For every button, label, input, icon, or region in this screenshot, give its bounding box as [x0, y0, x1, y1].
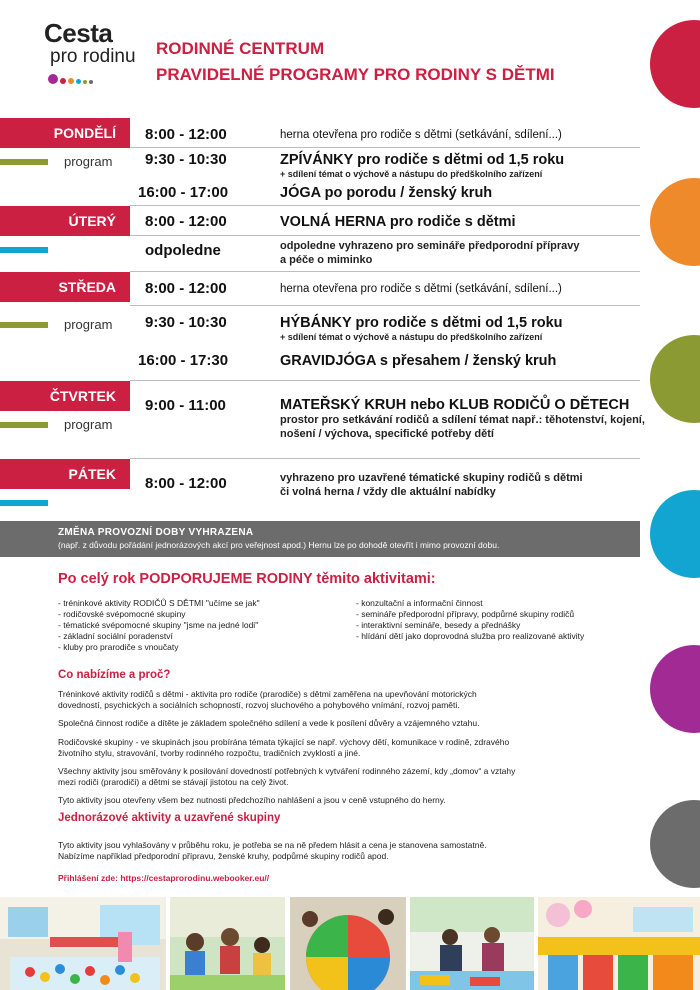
separator [130, 380, 640, 381]
separator [130, 271, 640, 272]
page-title [156, 36, 555, 88]
red-circle [650, 20, 700, 108]
paragraph [58, 737, 618, 759]
activity-detail [280, 413, 645, 441]
paragraph-line: mezi rodiči (prarodiči) a dětmi se stávají jistotou na celý život. [58, 777, 289, 787]
paragraph [58, 840, 618, 862]
time: 16:00 - 17:30 [138, 352, 229, 369]
activity-line: odpoledne vyhrazeno pro semináře předporodní přípravy [280, 240, 580, 252]
olive-bar [0, 422, 48, 428]
support-title: Po celý rok PODPORUJEME RODINY těmito aktivitami: [58, 571, 436, 587]
parachute-image [290, 897, 406, 990]
list-item: - tématické svépomocné skupiny "jsme na jedné lodi" [58, 620, 259, 630]
purple-circle [650, 645, 700, 733]
title-line1: RODINNÉ CENTRUM [156, 39, 325, 58]
logo-line2: pro rodinu [50, 46, 136, 67]
list-item: - základní sociální poradenství [58, 631, 173, 641]
activity: herna otevřena pro rodiče s dětmi (setkávání, sdílení...) [280, 283, 562, 295]
registration-link[interactable]: Přihlášení zde: https://cestaprorodinu.webooker.eu// [58, 873, 270, 883]
paragraph [58, 766, 618, 788]
activity: HÝBÁNKY pro rodiče s dětmi od 1,5 roku [280, 315, 563, 331]
activity-line: či volná herna / vždy dle aktuální nabídky [280, 486, 496, 498]
list-item: - tréninkové aktivity RODIČŮ S DĚTMI "učíme se jak" [58, 598, 260, 608]
notice-bar [0, 521, 640, 557]
list-item: - hlídání dětí jako doprovodná služba pro realizované aktivity [356, 631, 585, 641]
paragraph [58, 689, 618, 711]
program-label: program [64, 317, 113, 332]
support-list-left [58, 598, 260, 653]
olive-bar [0, 159, 48, 165]
time: 9:30 - 10:30 [145, 314, 227, 331]
orange-circle [650, 178, 700, 266]
separator [130, 147, 640, 148]
olive-bar [0, 322, 48, 328]
list-item: - semináře předporodní přípravy, podpůrné skupiny rodičů [356, 609, 575, 619]
children-image [170, 897, 285, 990]
cyan-circle [650, 490, 700, 578]
paragraph-line: Rodičovské skupiny - ve skupinách jsou probírána témata týkající se např. výchovy dětí, komunikace v rodině, zdravého [58, 737, 510, 747]
activity-note: + sdílení témat o výchově a nástupu do předškolního zařízení [280, 169, 543, 179]
photo-playroom-balls [0, 897, 166, 990]
play-area-image [538, 897, 700, 990]
activity: VOLNÁ HERNA pro rodiče s dětmi [280, 214, 516, 230]
paragraph-line: Všechny aktivity jsou směřovány k posilování dovedností potřebných k vytváření rodinného zázemí, kdy „domov“ a vztahy [58, 766, 516, 776]
paragraph-line: Tyto aktivity jsou vyhlašovány v průběhu roku, je potřeba se na ně předem hlásit a cena je stanovena samostatně. [58, 840, 487, 850]
photo-play-area [538, 897, 700, 990]
activity: JÓGA po porodu / ženský kruh [280, 185, 493, 201]
activity: ZPÍVÁNKY pro rodiče s dětmi od 1,5 roku [280, 152, 565, 168]
support-list-right [356, 598, 584, 642]
time: odpoledne [145, 242, 221, 259]
playroom-image [0, 897, 166, 990]
paragraph-line: Tréninkové aktivity rodičů s dětmi - aktivita pro rodiče (prarodiče) s dětmi zaměřena na upevňování motorických [58, 689, 477, 699]
paragraph: Společná činnost rodiče a dítěte je základem společného sdílení a vede k posílení důvěry a vzájemného vztahu. [58, 718, 480, 728]
time: 8:00 - 12:00 [145, 126, 227, 143]
parents-image [410, 897, 534, 990]
cyan-bar [0, 247, 48, 253]
logo [44, 20, 144, 83]
program-label: program [64, 154, 113, 169]
time: 8:00 - 12:00 [145, 280, 227, 297]
day-tuesday: ÚTERÝ [0, 206, 130, 236]
activity-line: nošení / výchova, specifické potřeby dětí [280, 428, 494, 440]
activity: GRAVIDJÓGA s přesahem / ženský kruh [280, 353, 557, 369]
paragraph-line: Nabízíme například předporodní přípravu, ženské kruhy, podpůrné skupiny rodičů apod. [58, 851, 389, 861]
day-wednesday: STŘEDA [0, 272, 130, 302]
paragraph-line: životního stylu, stravování, tvorby rodinného rozpočtu, tradičních zvyklostí a jiné. [58, 748, 361, 758]
logo-dots-icon [44, 71, 144, 83]
activity: MATEŘSKÝ KRUH nebo KLUB RODIČŮ O DĚTECH [280, 397, 630, 413]
list-item: - kluby pro prarodiče s vnoučaty [58, 642, 179, 652]
list-item: - rodičovské svépomocné skupiny [58, 609, 186, 619]
notice-text: (např. z důvodu pořádání jednorázových akcí pro veřejnost apod.) Hernu lze po dohodě otevřít i mimo provozní dobu. [58, 540, 500, 550]
activity [280, 471, 583, 499]
photo-parents-room [410, 897, 534, 990]
photo-children-group [170, 897, 285, 990]
time: 8:00 - 12:00 [145, 213, 227, 230]
activity-line: prostor pro setkávání rodičů a sdílení témat např.: těhotenství, kojení, [280, 414, 645, 426]
activity-line: a péče o miminko [280, 254, 373, 266]
olive-circle [650, 335, 700, 423]
photo-parachute-play [290, 897, 406, 990]
activity [280, 239, 580, 267]
activity-line: vyhrazeno pro uzavřené tématické skupiny rodičů s dětmi [280, 472, 583, 484]
time: 9:30 - 10:30 [145, 151, 227, 168]
paragraph: Tyto aktivity jsou otevřeny všem bez nutnosti předchozího nahlášení a jsou v ceně vstupného do herny. [58, 795, 446, 805]
program-label: program [64, 417, 113, 432]
activity-note: + sdílení témat o výchově a nástupu do předškolního zařízení [280, 332, 543, 342]
separator [130, 205, 640, 206]
activity: herna otevřena pro rodiče s dětmi (setkávání, sdílení...) [280, 129, 562, 141]
notice-heading: ZMĚNA PROVOZNÍ DOBY VYHRAZENA [58, 527, 254, 538]
grey-circle [650, 800, 700, 888]
time: 8:00 - 12:00 [145, 475, 227, 492]
day-thursday: ČTVRTEK [0, 381, 130, 411]
time: 16:00 - 17:00 [138, 184, 229, 201]
separator [130, 458, 640, 459]
time: 9:00 - 11:00 [145, 397, 226, 414]
day-friday: PÁTEK [0, 459, 130, 489]
separator [130, 305, 640, 306]
list-item: - interaktivní semináře, besedy a přednášky [356, 620, 521, 630]
paragraph-line: dovedností, psychických a sociálních schopností, rozvoj sluchového a pohybového vnímání, rozvoj paměti. [58, 700, 460, 710]
list-item: - konzultační a informační činnost [356, 598, 483, 608]
cyan-bar [0, 500, 48, 506]
title-line2: PRAVIDELNÉ PROGRAMY PRO RODINY S DĚTMI [156, 65, 555, 84]
separator [130, 235, 640, 236]
day-monday: PONDĚLÍ [0, 118, 130, 148]
oneoff-title: Jednorázové aktivity a uzavřené skupiny [58, 812, 281, 824]
why-title: Co nabízíme a proč? [58, 669, 171, 681]
logo-line1: Cesta [44, 18, 113, 48]
